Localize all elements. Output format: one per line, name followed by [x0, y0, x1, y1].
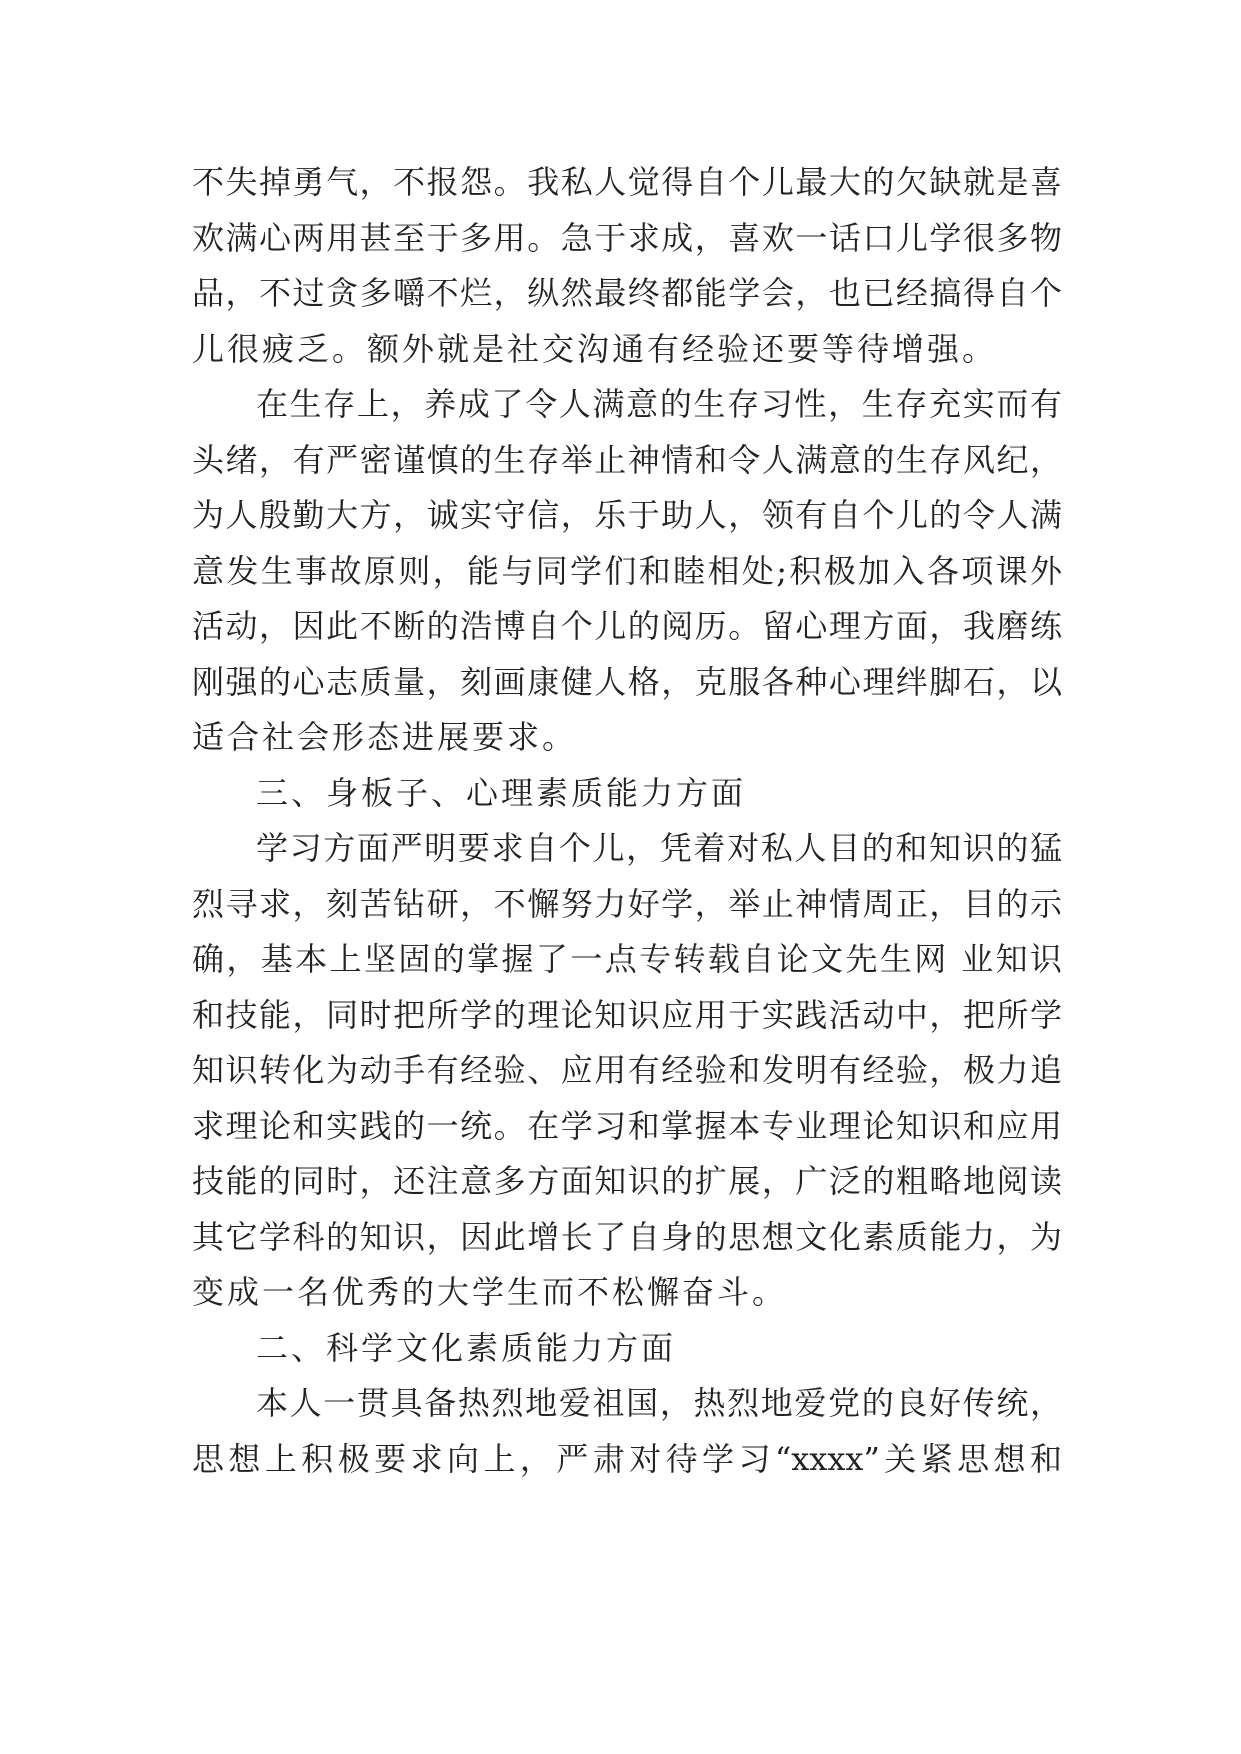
text-line: 意发生事故原则，能与同学们和睦相处;积极加入各项课外 — [192, 551, 1062, 590]
text-line: 技能的同时，还注意多方面知识的扩展，广泛的粗略地阅读 — [192, 1162, 1062, 1200]
text-line: 不失掉勇气，不报怨。我私人觉得自个儿最大的欠缺就是喜 — [192, 163, 1062, 201]
text-line: 知识转化为动手有经验、应用有经验和发明有经验，极力追 — [192, 1051, 1062, 1089]
text-line: 二、科学文化素质能力方面 — [256, 1328, 677, 1367]
document-body — [192, 155, 1062, 1487]
text-line: 欢满心两用甚至于多用。急于求成，喜欢一话口儿学很多物 — [192, 218, 1062, 257]
text-line: 和技能，同时把所学的理论知识应用于实践活动中，把所学 — [192, 995, 1062, 1034]
text-line: 儿很疲乏。额外就是社交沟通有经验还要等待增强。 — [192, 329, 998, 368]
text-line: 变成一名优秀的大学生而不松懈奋斗。 — [192, 1273, 788, 1311]
text-line: 活动，因此不断的浩博自个儿的阅历。留心理方面，我磨练 — [192, 607, 1062, 645]
text-line: 适合社会形态进展要求。 — [192, 718, 578, 756]
text-line: 品，不过贪多嚼不烂，纵然最终都能学会，也已经搞得自个 — [192, 274, 1062, 312]
text-line: 确，基本上坚固的掌握了一点专转载自论文先生网 业知识 — [192, 940, 1062, 978]
text-line: 在生存上，养成了令人满意的生存习性，生存充实而有 — [256, 385, 1062, 423]
text-line: 学习方面严明要求自个儿，凭着对私人目的和知识的猛 — [256, 829, 1062, 867]
text-line: 思想上积极要求向上，严肃对待学习“xxxx”关紧思想和 — [192, 1439, 1062, 1478]
text-line: 为人殷勤大方，诚实守信，乐于助人，领有自个儿的令人满 — [192, 496, 1062, 534]
text-line: 烈寻求，刻苦钻研，不懈努力好学，举止神情周正，目的示 — [192, 884, 1062, 923]
text-line: 本人一贯具备热烈地爱祖国，热烈地爱党的良好传统， — [256, 1384, 1062, 1422]
text-line: 头绪，有严密谨慎的生存举止神情和令人满意的生存风纪， — [192, 440, 1062, 479]
text-line: 求理论和实践的一统。在学习和掌握本专业理论知识和应用 — [192, 1106, 1062, 1145]
text-line: 三、身板子、心理素质能力方面 — [256, 773, 747, 812]
text-line: 刚强的心志质量，刻画康健人格，克服各种心理绊脚石，以 — [192, 662, 1062, 701]
text-line: 其它学科的知识，因此增长了自身的思想文化素质能力，为 — [192, 1217, 1062, 1256]
